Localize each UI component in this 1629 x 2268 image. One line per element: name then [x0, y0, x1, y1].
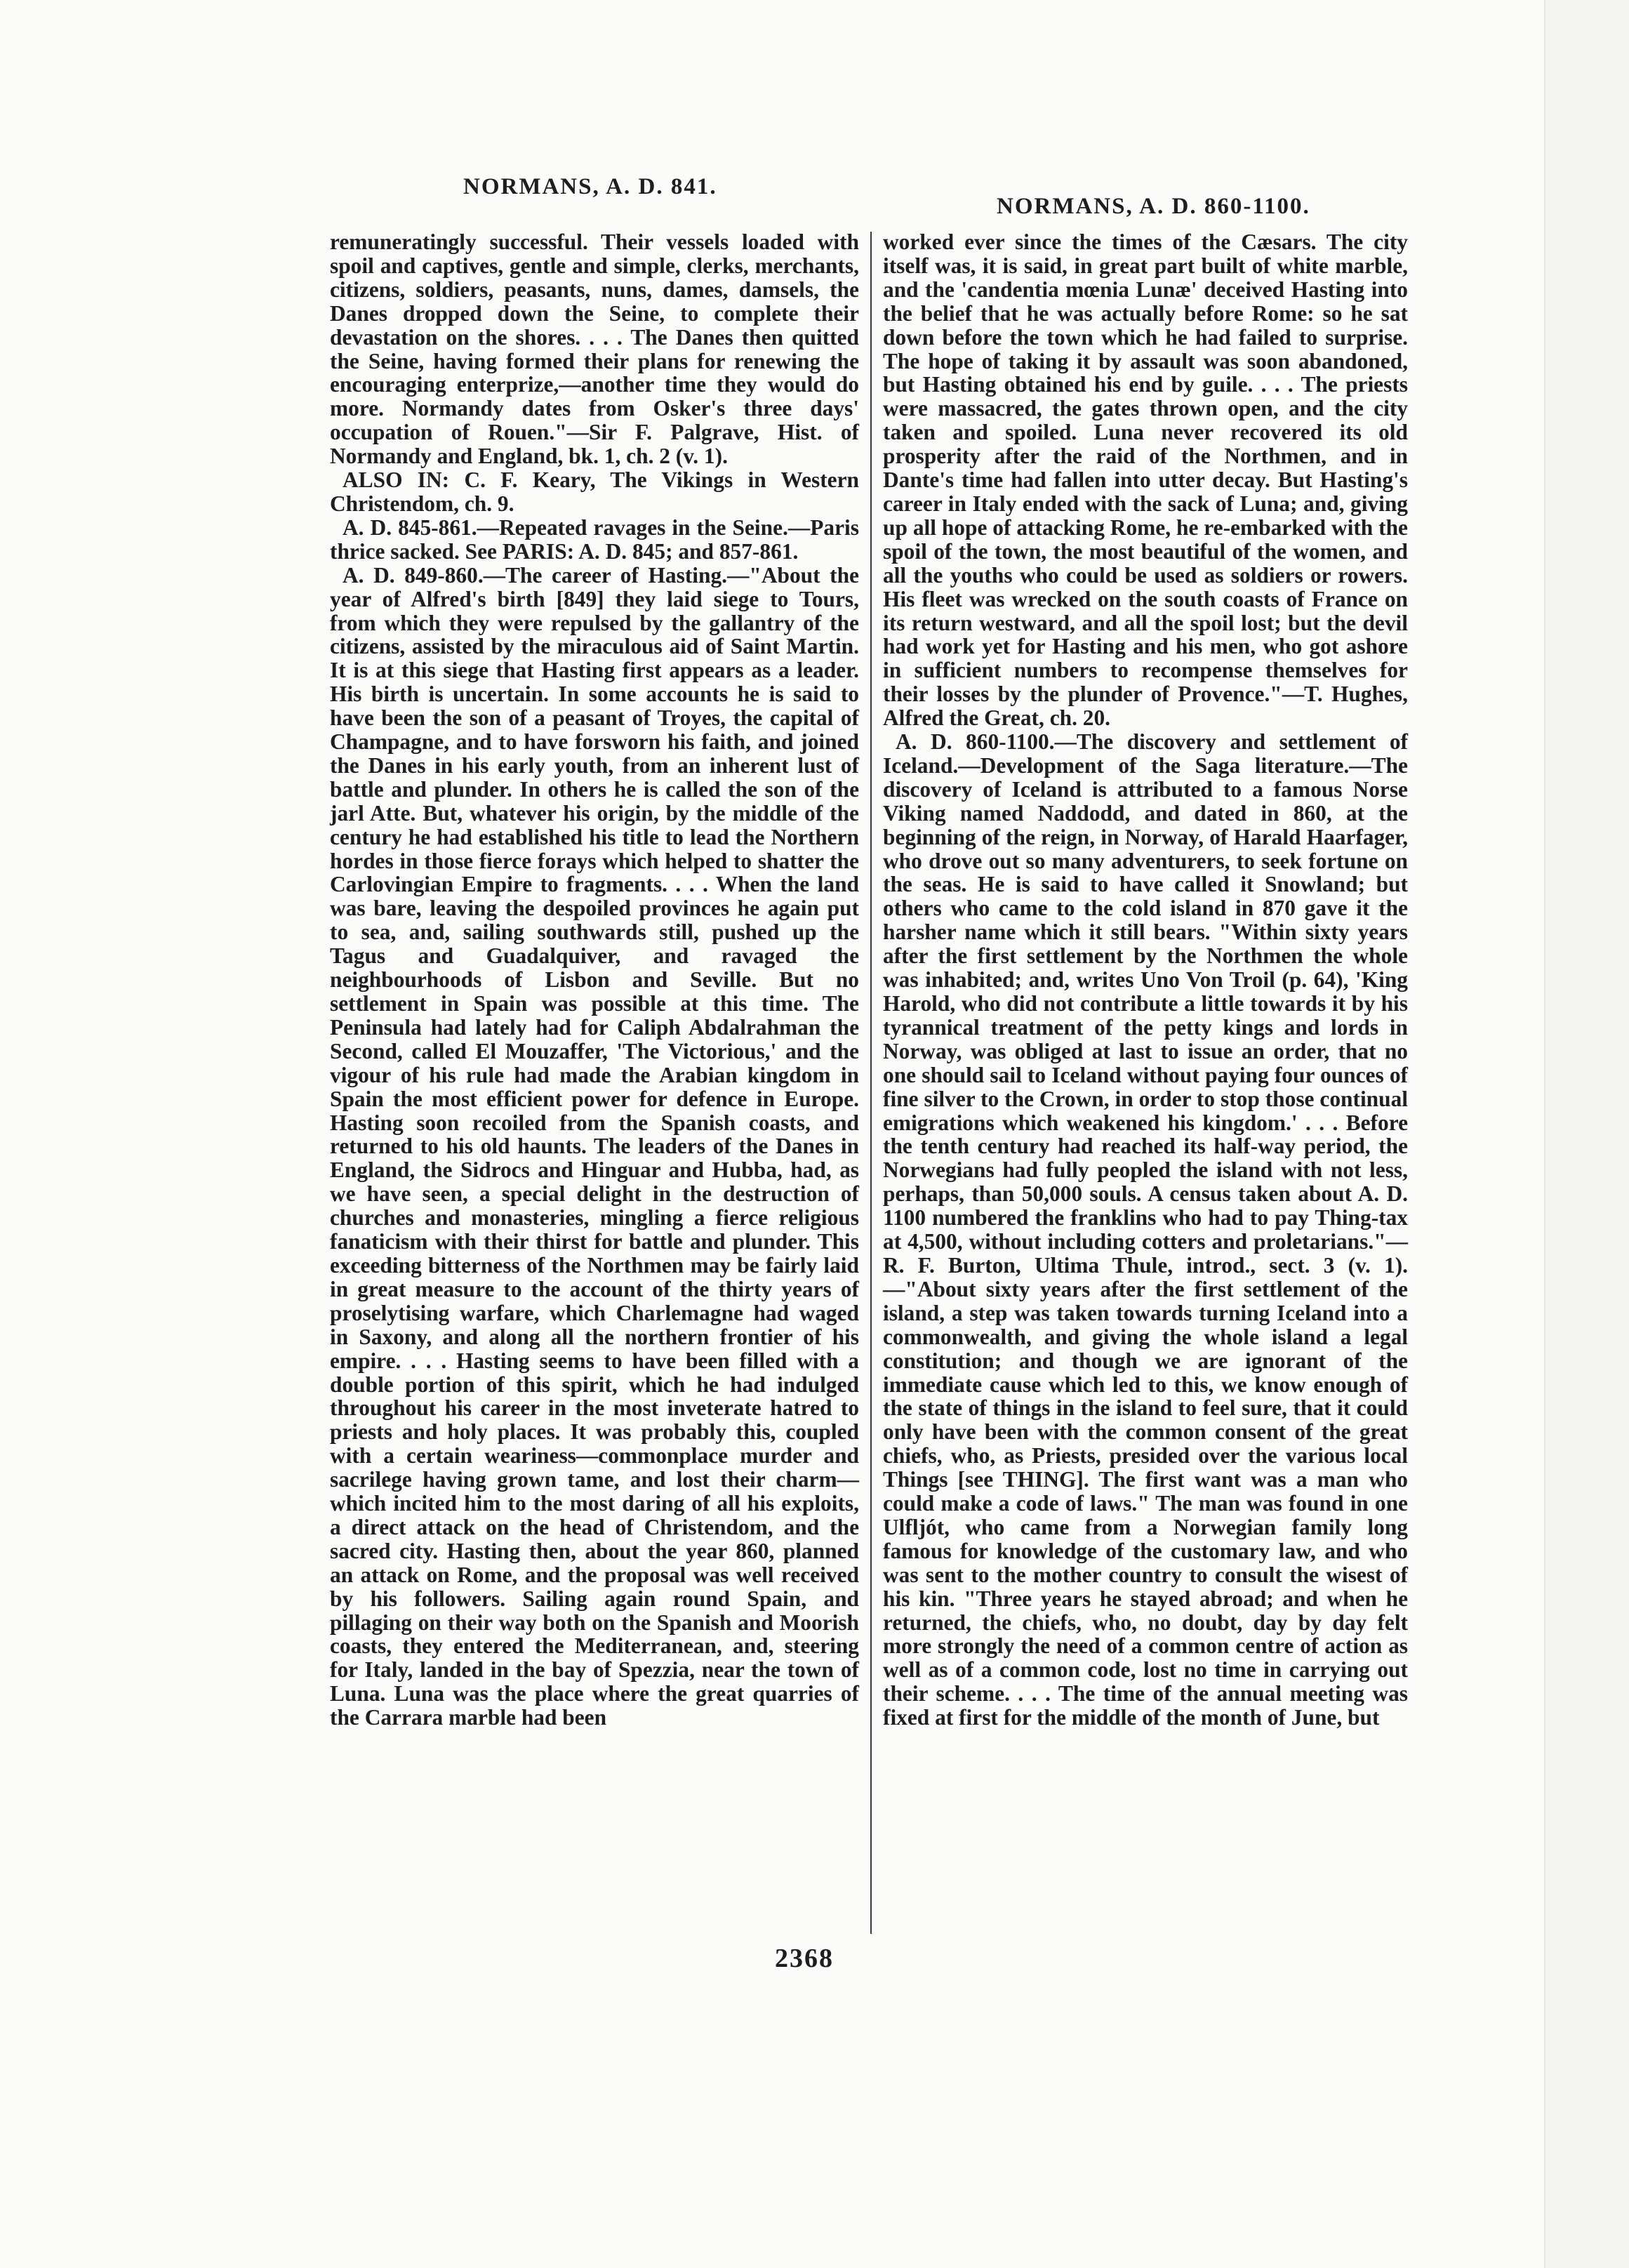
paragraph: remuneratingly successful. Their vessels loaded with spoil and captives, gentle and simple, clerks, merchants, citizens, soldiers, peasants, nuns, dames, damsels, the Danes dropped down the Seine, to complete their devastation on the shores. . . . The Danes then quitted the Seine, having formed their plans for renewing the encouraging enterprize,—another time they would do more. Normandy dates from Osker's three days' occupation of Rouen."—Sir F. Palgrave, Hist. of Normandy and England, bk. 1, ch. 2 (v. 1).: [330, 230, 859, 469]
left-column: [330, 230, 859, 1730]
running-header-left: NORMANS, A. D. 841.: [463, 174, 717, 199]
paragraph: worked ever since the times of the Cæsars. The city itself was, it is said, in great part built of white marble, and the 'candentia mœnia Lunæ' deceived Hasting into the belief that he was actually before Rome: so he sat down before the town which he had failed to surprise. The hope of taking it by assault was soon abandoned, but Hasting obtained his end by guile. . . . The priests were massacred, the gates thrown open, and the city taken and spoiled. Luna never recovered its old prosperity after the raid of the Northmen, and in Dante's time had fallen into utter decay. But Hasting's career in Italy ended with the sack of Luna; and, giving up all hope of attacking Rome, he re-embarked with the spoil of the town, the most beautiful of the women, and all the youths who could be used as soldiers or rowers. His fleet was wrecked on the south coasts of France on its return westward, and all the spoil lost; but the devil had work yet for Hasting and his men, who got ashore in sufficient numbers to recompense themselves for their losses by the plunder of Provence."—T. Hughes, Alfred the Great, ch. 20.: [883, 230, 1408, 731]
page-number: 2368: [775, 1944, 834, 1973]
column-divider: [870, 232, 872, 1934]
entry-849-860: A. D. 849-860.—The career of Hasting.—"About the year of Alfred's birth [849] they laid siege to Tours, from which they were repulsed by the gallantry of the citizens, assisted by the miraculous aid of Saint Martin. It is at this siege that Hasting first appears as a leader. His birth is uncertain. In some accounts he is said to have been the son of a peasant of Troyes, the capital of Champagne, and to have forsworn his faith, and joined the Danes in his early youth, from an inherent lust of battle and plunder. In others he is called the son of the jarl Atte. But, whatever his origin, by the middle of the century he had established his title to lead the Northern hordes in those fierce forays which helped to shatter the Carlovingian Empire to fragments. . . . When the land was bare, leaving the despoiled provinces he again put to sea, and, sailing southwards still, pushed up the Tagus and Guadalquiver, and ravaged the neighbourhoods of Lisbon and Seville. But no settlement in Spain was possible at this time. The Peninsula had lately had for Caliph Abdalrahman the Second, called El Mouzaffer, 'The Victorious,' and the vigour of his rule had made the Arabian kingdom in Spain the most efficient power for defence in Europe. Hasting soon recoiled from the Spanish coasts, and returned to his old haunts. The leaders of the Danes in England, the Sidrocs and Hinguar and Hubba, had, as we have seen, a special delight in the destruction of churches and monasteries, mingling a fierce religious fanaticism with their thirst for battle and plunder. This exceeding bitterness of the Northmen may be fairly laid in great measure to the account of the thirty years of proselytising warfare, which Charlemagne had waged in Saxony, and along all the northern frontier of his empire. . . . Hasting seems to have been filled with a double portion of this spirit, which he had indulged throughout his career in the most inveterate hatred to priests and holy places. It was probably this, coupled with a certain weariness—commonplace murder and sacrilege having grown tame, and lost their charm—which incited him to the most daring of all his exploits, a direct attack on the head of Christendom, and the sacred city. Hasting then, about the year 860, planned an attack on Rome, and the proposal was well received by his followers. Sailing again round Spain, and pillaging on their way both on the Spanish and Moorish coasts, they entered the Mediterranean, and, steering for Italy, landed in the bay of Spezzia, near the town of Luna. Luna was the place where the great quarries of the Carrara marble had been: [330, 562, 859, 1730]
right-column: [883, 230, 1408, 1730]
page-margin-edge: [1544, 0, 1629, 2268]
entry-860-1100: A. D. 860-1100.—The discovery and settlement of Iceland.—Development of the Saga literature.—The discovery of Iceland is attributed to a famous Norse Viking named Naddodd, and dated in 860, at the beginning of the reign, in Norway, of Harald Haarfager, who drove out so many adventurers, to seek fortune on the seas. He is said to have called it Snowland; but others who came to the cold island in 870 gave it the harsher name which it still bears. "Within sixty years after the first settlement by the Northmen the whole was inhabited; and, writes Uno Von Troil (p. 64), 'King Harold, who did not contribute a little towards it by his tyrannical treatment of the petty kings and lords in Norway, was obliged at last to issue an order, that no one should sail to Iceland without paying four ounces of fine silver to the Crown, in order to stop those continual emigrations which weakened his kingdom.' . . . Before the tenth century had reached its half-way period, the Norwegians had fully peopled the island with not less, perhaps, than 50,000 souls. A census taken about A. D. 1100 numbered the franklins who had to pay Thing-tax at 4,500, without including cotters and proletarians."—R. F. Burton, Ultima Thule, introd., sect. 3 (v. 1).—"About sixty years after the first settlement of the island, a step was taken towards turning Iceland into a commonwealth, and giving the whole island a legal constitution; and though we are ignorant of the immediate cause which led to this, we know enough of the state of things in the island to feel sure, that it could only have been with the common consent of the great chiefs, who, as Priests, presided over the various local Things [see THING]. The first want was a man who could make a code of laws." The man was found in one Ulfljót, who came from a Norwegian family long famous for knowledge of the customary law, and who was sent to the mother country to consult the wisest of his kin. "Three years he stayed abroad; and when he returned, the chiefs, who, no doubt, day by day felt more strongly the need of a common centre of action as well as of a common code, lost no time in carrying out their scheme. . . . The time of the annual meeting was fixed at first for the middle of the month of June, but: [883, 729, 1408, 1730]
running-header-right: NORMANS, A. D. 860-1100.: [997, 194, 1310, 219]
also-in-reference: ALSO IN: C. F. Keary, The Vikings in Western Christendom, ch. 9.: [330, 467, 859, 516]
entry-845-861: A. D. 845-861.—Repeated ravages in the Seine.—Paris thrice sacked. See PARIS: A. D. 845; and 857-861.: [330, 515, 859, 564]
